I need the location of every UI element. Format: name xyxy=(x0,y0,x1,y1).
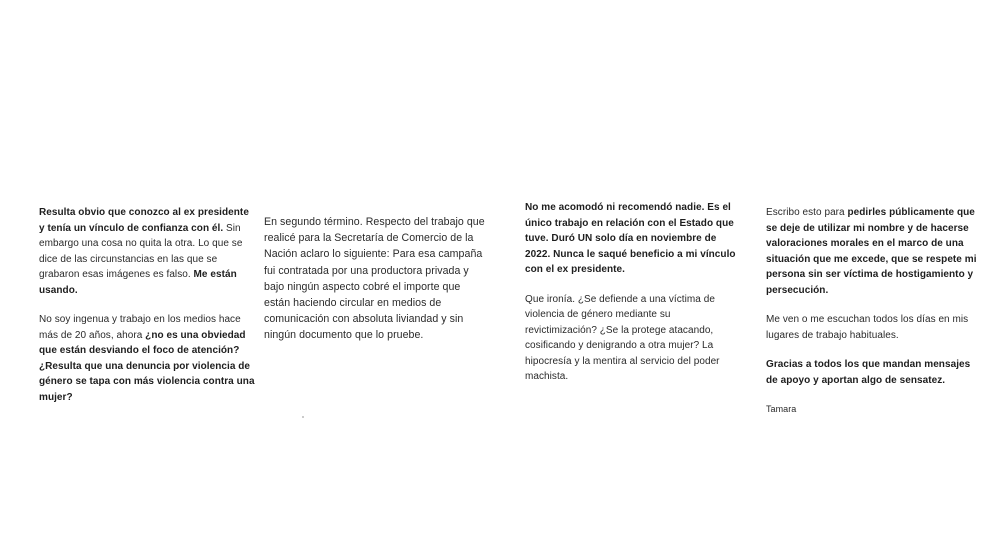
panel-1-body-text-2: No soy ingenua y trabajo en los medios hace más de 20 años, ahora xyxy=(39,314,241,341)
image-speck xyxy=(302,416,304,418)
panel-3-bold-text: No me acomodó ni recomendó nadie. Es el único trabajo en relación con el Estado que tuve. Duró UN solo día en noviembre de 2022. Nunca le saqué beneficio a mi vínculo con el ex presidente. xyxy=(525,202,736,275)
statement-panel-4 xyxy=(766,205,984,432)
panel-1-bold-closing: Me están usando. xyxy=(39,269,237,296)
panel-3-paragraph-1 xyxy=(525,200,740,278)
panel-4-paragraph-2: Me ven o me escuchan todos los días en mis lugares de trabajo habituales. xyxy=(766,314,969,341)
panel-1-bold-opening: Resulta obvio que conozco al ex presidente y tenía un vínculo de confianza con él. xyxy=(39,207,249,234)
panel-1-bold-questions: ¿no es una obviedad que están desviando el foco de atención? ¿Resulta que una denuncia por violencia de género se tapa con más violencia contra una mujer? xyxy=(39,329,255,403)
panel-4-bold-request: pedirles públicamente que se deje de utilizar mi nombre y de hacerse valoraciones morales en el marco de una situación que me excede, que se respete mi persona sin ser víctima de hostigamiento y persecución. xyxy=(766,207,977,296)
panel-4-paragraph-3 xyxy=(766,357,984,388)
panel-1-paragraph-1 xyxy=(39,205,257,298)
panel-3-paragraph-2: Que ironía. ¿Se defiende a una víctima de violencia de género mediante su revictimización? ¿Se la protege atacando, cosificando y denigrando a otra mujer? La hipocresía y la mentira al servicio del poder machista. xyxy=(525,293,720,382)
panel-4-bold-thanks: Gracias a todos los que mandan mensajes de apoyo y aportan algo de sensatez. xyxy=(766,359,971,386)
signature: Tamara xyxy=(766,404,797,414)
panel-4-body-text: Escribo esto para xyxy=(766,207,848,218)
panel-1-body-text: Sin embargo una cosa no quita la otra. Lo que se dice de las circunstancias en las que se grabaron esas imágenes es falso. xyxy=(39,222,243,280)
panel-1-paragraph-2 xyxy=(39,312,257,405)
statement-panel-1 xyxy=(39,205,257,419)
statement-panel-2 xyxy=(264,214,488,358)
statement-panel-3 xyxy=(525,200,740,399)
panel-4-paragraph-1 xyxy=(766,205,984,298)
panel-2-paragraph-1: En segundo término. Respecto del trabajo que realicé para la Secretaría de Comercio de la Nación aclaro lo siguiente: Para esa campaña fui contratada por una productora privada y bajo ningún aspecto cobré el importe que están haciendo circular en medios de comunicación con absoluta liviandad y sin ningún documento que lo pruebe. xyxy=(264,216,485,342)
